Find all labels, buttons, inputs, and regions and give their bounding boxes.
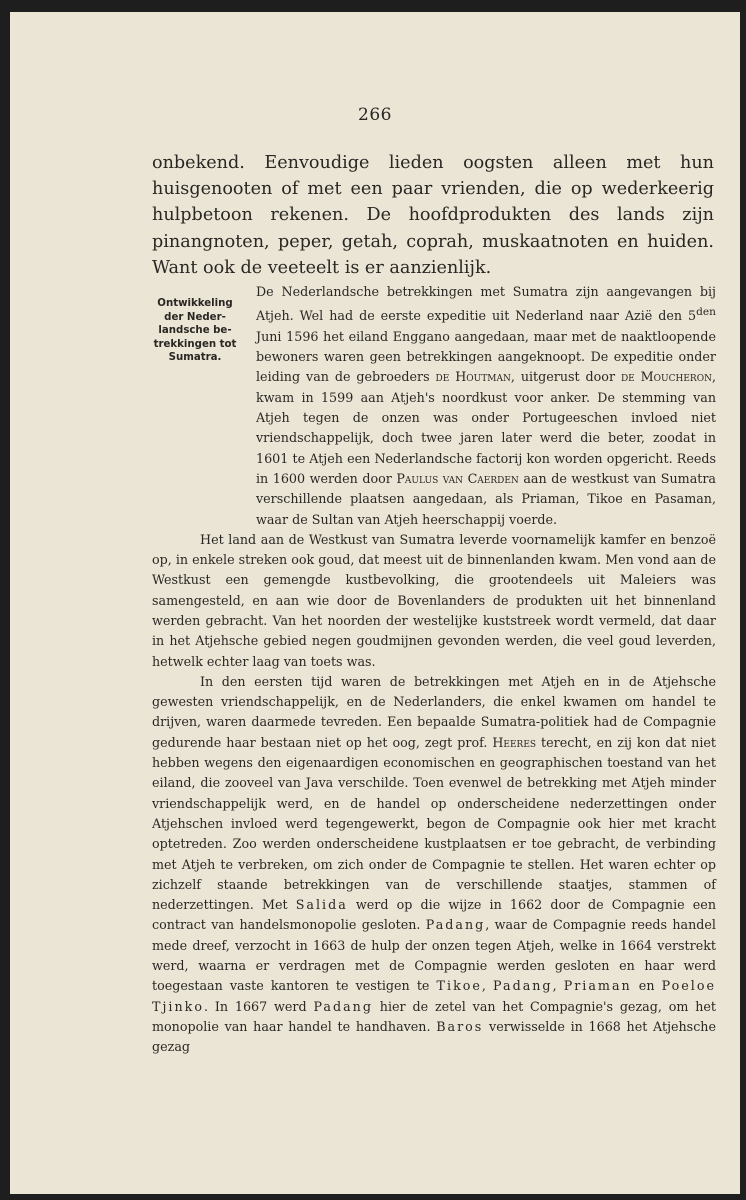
text-run: aan de westkust van Sumatra verschillende plaatsen aangedaan, als Priaman, Tikoe en Pasaman, waar de Sultan van Atjeh heerschappij voerde. xyxy=(256,470,716,527)
margin-note-line: Ontwikkeling xyxy=(157,298,233,309)
margin-note-line: Sumatra. xyxy=(168,352,222,364)
place-padang: Padang xyxy=(493,978,553,994)
place-padang: Padang xyxy=(425,917,486,933)
place-baros: Baros xyxy=(436,1018,484,1034)
intro-text: onbekend. Eenvoudige lieden oogsten alleen met hun huisgenooten of met een paar vrienden, die op wederkeerig hulpbetoon rekenen. De hoofdprodukten des lands zijn pinangnoten, peper, getah, coprah, muskaatnoten en huiden. Want ook de veeteelt is er aanzienlijk. xyxy=(152,153,714,278)
margin-note-line: der Neder- xyxy=(164,311,226,323)
name-houtman: de Houtman xyxy=(435,369,511,385)
text-run: . In 1667 werd xyxy=(203,998,314,1014)
place-priaman: Priaman xyxy=(563,978,632,994)
text-run: hier de zetel van het Compagnie's gezag, om het monopolie van haar handel te handhaven. xyxy=(152,998,717,1034)
place-poeloe-tjinko: Poeloe Tjinko xyxy=(152,978,716,1014)
place-salida: Salida xyxy=(295,897,348,913)
text-run: De Nederlandsche betrekkingen met Sumatra zijn aangevangen bij Atjeh. Wel had de eerste expeditie uit Nederland naar Azië den 5 xyxy=(256,284,716,324)
page-number: 266 xyxy=(358,105,392,125)
name-caerden: Paulus van Caerden xyxy=(396,470,519,486)
text-run: In den eersten tijd waren de betrekkingen met Atjeh en in de Atjehsche gewesten vriendschappelijk, en de Nederlanders, die enkel kwamen om handel te drijven, waren daarmede tevreden. Een bepaalde Sumatra-politiek had de Compagnie gedurende haar bestaan niet op het oog, zegt prof. xyxy=(152,673,716,750)
paragraph-3 xyxy=(152,672,716,1058)
text-run: , xyxy=(552,978,564,994)
text-run: terecht, en zij kon dat niet hebben wegens den eigenaardigen economischen en geographischen toestand van het eiland, die zooveel van Java verschilde. Toen evenwel de betrekking met Atjeh minder vriendschappelijk werd, en de handel op onderscheidene nederzettingen onder Atjehschen invloed werd tegengewerkt, begon de Compagnie ook hier met kracht optetreden. Zoo werden onderscheidene kustplaatsen er toe gebracht, de verbinding met Atjeh te verbreken, om zich onder de Compagnie te stellen. Het waren echter op zichzelf staande betrekkingen van de verschillende staatjes, stammen of nederzettingen. Met xyxy=(152,734,716,913)
body-text xyxy=(152,282,716,1058)
text-run: , waar de Compagnie reeds handel mede dreef, verzocht in 1663 de hulp der onzen tegen Atjeh, welke in 1664 verstrekt werd, waarna er verdragen met de Compagnie werden gesloten en haar werd toegestaan vaste kantoren te vestigen te xyxy=(152,917,716,994)
text-run: , uitgerust door xyxy=(510,369,621,385)
place-padang: Padang xyxy=(313,998,373,1014)
intro-paragraph xyxy=(152,150,714,281)
text-run: , xyxy=(481,978,494,994)
book-page xyxy=(10,12,740,1194)
name-heeres: Heeres xyxy=(492,734,537,750)
superscript: den xyxy=(696,306,716,319)
text-run: werd op die wijze in 1662 door de Compagnie een contract van handelsmonopolie gesloten. xyxy=(152,897,716,933)
text-run: , kwam in 1599 aan Atjeh's noordkust voor anker. De stemming van Atjeh tegen de onzen was onder Portugeeschen invloed niet vriendschappelijk, doch twee jaren later werd die beter, zoodat in 1601 te Atjeh een Nederlandsche factorij kon worden opgericht. Reeds in 1600 werden door xyxy=(256,369,717,486)
text-run: verwisselde in 1668 het Atjehsche gezag xyxy=(152,1018,716,1055)
margin-note-line: trekkingen tot xyxy=(153,338,237,350)
margin-note-line: landsche be- xyxy=(158,325,232,337)
paragraph-2: Het land aan de Westkust van Sumatra leverde voornamelijk kamfer en benzoë op, in enkele streken ook goud, dat meest uit de binnenlanden kwam. Men vond aan de Westkust een gemengde kustbevolking, die grootendeels uit Maleiers was samengesteld, en aan wie door de Bovenlanders de produkten uit het binnenland werden gebracht. Van het noorden der westelijke kuststreek wordt vermeld, dat daar in het Atjehsche gebied negen goudmijnen gevonden werden, die veel goud leverden, hetwelk echter laag van toets was. xyxy=(152,531,716,669)
paragraph-1 xyxy=(152,282,716,530)
text-run: Juni 1596 het eiland Enggano aangedaan, maar met de naaktloopende bewoners waren geen betrekkingen aangeknoopt. De expeditie onder leiding van de gebroeders xyxy=(256,328,716,385)
place-tikoe: Tikoe xyxy=(436,978,482,994)
text-run: en xyxy=(631,978,662,994)
name-moucheron: de Moucheron xyxy=(620,369,712,385)
